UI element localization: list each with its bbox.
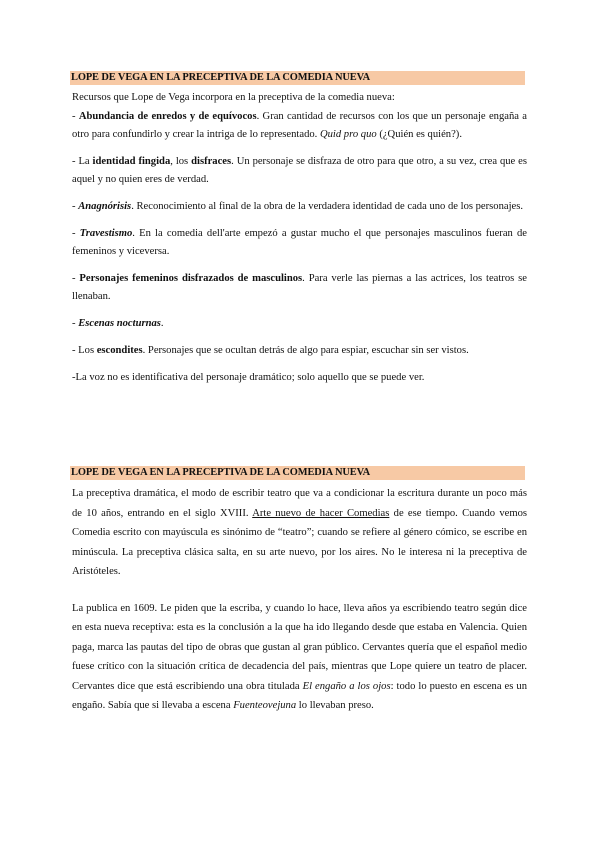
paragraph: La publica en 1609. Le piden que la escriba, y cuando lo hace, lleva años ya escribiendo teatro según dice en esta nueva receptiva: esta es la conclusión a la que ha ido llegando desde que estaba en Valencia. Quien paga, marca las pautas del tipo de obras que gustan al gran público. Cervantes quería que el español medio fuese crítico con la situación crítica de decadencia del país, mientras que Lope quiere un teatro de placer. Cervantes dice que está escribiendo una obra titulada El engaño a los ojos: todo lo puesto en escena es un engaño. Sabía que si llevaba a escena Fuenteovejuna lo llevaban preso. bbox=[72, 602, 527, 711]
list-item: - Abundancia de enredos y de equívocos. Gran cantidad de recursos con los que un personaje engaña a otro para confundirlo y crear la intriga de lo representado. Quid pro quo (¿Quién es quién?). bbox=[72, 111, 527, 140]
list-item: - Personajes femeninos disfrazados de masculinos. Para verle las piernas a las actrices, los teatros se llenaban. bbox=[72, 273, 527, 302]
list-item: - Escenas nocturnas. bbox=[72, 318, 164, 329]
list-item: - Travestismo. En la comedia dell'arte empezó a gustar mucho el que personajes masculinos fueran de femeninos y viceversa. bbox=[72, 228, 527, 257]
list-item: - La identidad fingida, los disfraces. Un personaje se disfraza de otro para que otro, a su vez, crea que es aquel y no quien eres de verdad. bbox=[72, 156, 528, 185]
section-heading: LOPE DE VEGA EN LA PRECEPTIVA DE LA COMEDIA NUEVA bbox=[70, 71, 525, 85]
paragraph: La preceptiva dramática, el modo de escribir teatro que va a condicionar la escritura durante un poco más de 10 años, entrando en el siglo XVIII. Arte nuevo de hacer Comedias de ese tiempo. Cuando vemos Comedia escrito con mayúscula es sinónimo de “teatro”; cuando se refiere al género cómico, se escribe en minúscula. La preceptiva clásica salta, en su arte nuevo, por los aires. No le interesa ni la preceptiva de Aristóteles. bbox=[72, 488, 527, 577]
list-item: - Los escondites. Personajes que se ocultan detrás de algo para espiar, escuchar sin ser vistos. bbox=[72, 345, 469, 356]
list-item: - Anagnórisis. Reconocimiento al final de la obra de la verdadera identidad de cada uno de los personajes. bbox=[72, 201, 524, 212]
section-heading: LOPE DE VEGA EN LA PRECEPTIVA DE LA COMEDIA NUEVA bbox=[70, 466, 525, 480]
intro-paragraph: Recursos que Lope de Vega incorpora en la preceptiva de la comedia nueva: bbox=[72, 92, 395, 103]
section2-body bbox=[72, 484, 527, 716]
section1-body bbox=[72, 89, 527, 387]
list-item: -La voz no es identificativa del personaje dramático; solo aquello que se puede ver. bbox=[72, 372, 425, 383]
